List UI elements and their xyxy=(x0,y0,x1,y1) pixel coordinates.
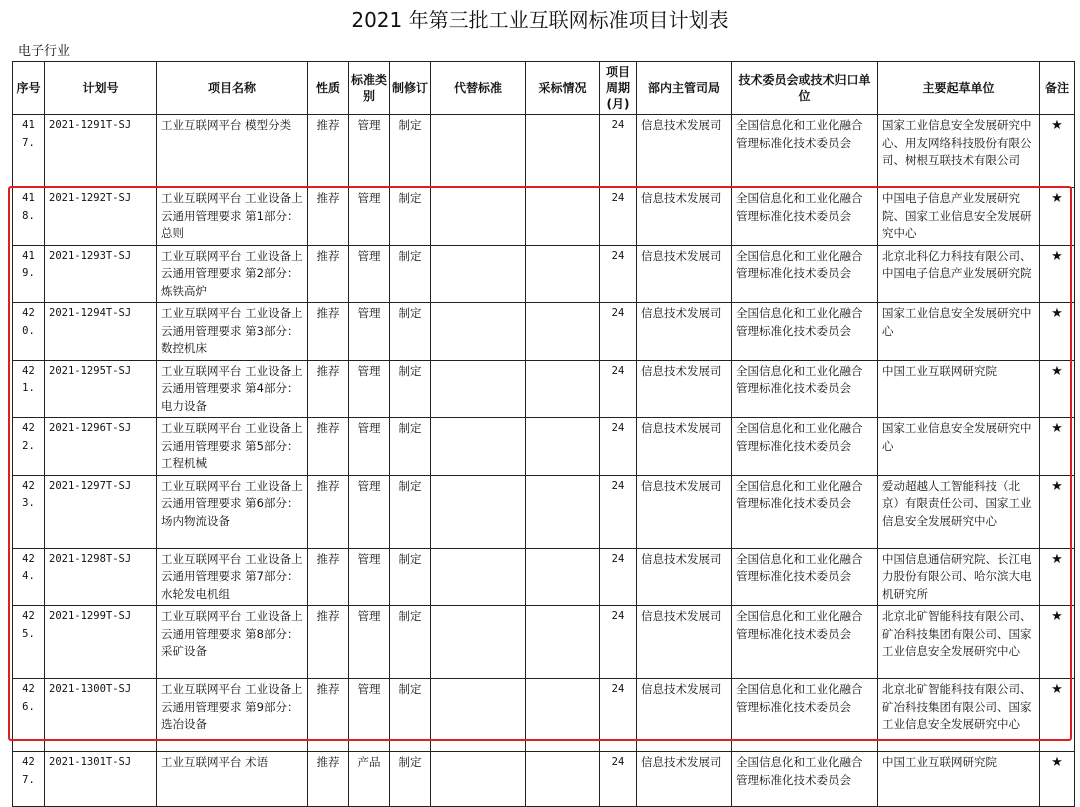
cell-plan-no: 2021-1298T-SJ xyxy=(45,548,157,606)
cell-std-type: 管理 xyxy=(349,475,390,548)
cell-revise: 制定 xyxy=(390,679,431,752)
cell-committee: 全国信息化和工业化融合管理标准化技术委员会 xyxy=(732,679,878,752)
cell-adopt xyxy=(526,115,600,188)
star-icon: ★ xyxy=(1040,679,1075,752)
cell-drafter: 中国工业互联网研究院 xyxy=(878,752,1040,807)
cell-seq: 417. xyxy=(13,115,45,188)
cell-name: 工业互联网平台 工业设备上云通用管理要求 第7部分：水轮发电机组 xyxy=(157,548,308,606)
cell-revise: 制定 xyxy=(390,188,431,246)
cell-revise: 制定 xyxy=(390,475,431,548)
cell-nature: 推荐 xyxy=(308,418,349,476)
header-note: 备注 xyxy=(1040,62,1075,115)
cell-plan-no: 2021-1293T-SJ xyxy=(45,245,157,303)
cell-revise: 制定 xyxy=(390,360,431,418)
cell-std-type: 管理 xyxy=(349,188,390,246)
cell-seq: 425. xyxy=(13,606,45,679)
cell-adopt xyxy=(526,475,600,548)
standards-plan-table xyxy=(12,61,1075,807)
cell-dept: 信息技术发展司 xyxy=(637,606,732,679)
cell-committee: 全国信息化和工业化融合管理标准化技术委员会 xyxy=(732,303,878,361)
header-name: 项目名称 xyxy=(157,62,308,115)
cell-dept: 信息技术发展司 xyxy=(637,303,732,361)
table-row xyxy=(13,245,1075,303)
cell-nature: 推荐 xyxy=(308,115,349,188)
sector-label: 电子行业 xyxy=(18,44,71,59)
table-row xyxy=(13,752,1075,807)
cell-committee: 全国信息化和工业化融合管理标准化技术委员会 xyxy=(732,188,878,246)
header-dept: 部内主管司局 xyxy=(637,62,732,115)
cell-revise: 制定 xyxy=(390,115,431,188)
cell-adopt xyxy=(526,360,600,418)
cell-adopt xyxy=(526,679,600,752)
cell-name: 工业互联网平台 术语 xyxy=(157,752,308,807)
cell-dept: 信息技术发展司 xyxy=(637,115,732,188)
cell-nature: 推荐 xyxy=(308,303,349,361)
cell-committee: 全国信息化和工业化融合管理标准化技术委员会 xyxy=(732,752,878,807)
cell-period: 24 xyxy=(600,475,637,548)
cell-seq: 420. xyxy=(13,303,45,361)
header-seq: 序号 xyxy=(13,62,45,115)
cell-dept: 信息技术发展司 xyxy=(637,548,732,606)
cell-drafter: 北京北矿智能科技有限公司、矿冶科技集团有限公司、国家工业信息安全发展研究中心 xyxy=(878,679,1040,752)
header-revise: 制修订 xyxy=(390,62,431,115)
cell-name: 工业互联网平台 工业设备上云通用管理要求 第1部分：总则 xyxy=(157,188,308,246)
header-period: 项目周期(月) xyxy=(600,62,637,115)
cell-revise: 制定 xyxy=(390,548,431,606)
cell-dept: 信息技术发展司 xyxy=(637,188,732,246)
cell-revise: 制定 xyxy=(390,245,431,303)
cell-seq: 423. xyxy=(13,475,45,548)
cell-seq: 418. xyxy=(13,188,45,246)
star-icon: ★ xyxy=(1040,606,1075,679)
cell-name: 工业互联网平台 模型分类 xyxy=(157,115,308,188)
cell-seq: 424. xyxy=(13,548,45,606)
cell-period: 24 xyxy=(600,418,637,476)
cell-plan-no: 2021-1300T-SJ xyxy=(45,679,157,752)
cell-period: 24 xyxy=(600,548,637,606)
cell-plan-no: 2021-1299T-SJ xyxy=(45,606,157,679)
cell-std-type: 管理 xyxy=(349,115,390,188)
cell-plan-no: 2021-1292T-SJ xyxy=(45,188,157,246)
cell-revise: 制定 xyxy=(390,303,431,361)
cell-drafter: 爱动超越人工智能科技（北京）有限责任公司、国家工业信息安全发展研究中心 xyxy=(878,475,1040,548)
cell-period: 24 xyxy=(600,606,637,679)
cell-adopt xyxy=(526,606,600,679)
cell-std-type: 管理 xyxy=(349,606,390,679)
cell-revise: 制定 xyxy=(390,606,431,679)
cell-replace xyxy=(431,188,526,246)
cell-replace xyxy=(431,475,526,548)
cell-period: 24 xyxy=(600,115,637,188)
table-row xyxy=(13,303,1075,361)
cell-name: 工业互联网平台 工业设备上云通用管理要求 第9部分：选冶设备 xyxy=(157,679,308,752)
cell-adopt xyxy=(526,303,600,361)
cell-dept: 信息技术发展司 xyxy=(637,418,732,476)
cell-std-type: 管理 xyxy=(349,679,390,752)
cell-plan-no: 2021-1295T-SJ xyxy=(45,360,157,418)
star-icon: ★ xyxy=(1040,360,1075,418)
cell-period: 24 xyxy=(600,360,637,418)
cell-std-type: 管理 xyxy=(349,245,390,303)
table-row xyxy=(13,115,1075,188)
star-icon: ★ xyxy=(1040,418,1075,476)
cell-seq: 421. xyxy=(13,360,45,418)
cell-replace xyxy=(431,606,526,679)
cell-replace xyxy=(431,418,526,476)
cell-adopt xyxy=(526,752,600,807)
cell-nature: 推荐 xyxy=(308,679,349,752)
cell-std-type: 产品 xyxy=(349,752,390,807)
cell-name: 工业互联网平台 工业设备上云通用管理要求 第5部分：工程机械 xyxy=(157,418,308,476)
cell-drafter: 国家工业信息安全发展研究中心 xyxy=(878,303,1040,361)
cell-replace xyxy=(431,752,526,807)
cell-plan-no: 2021-1301T-SJ xyxy=(45,752,157,807)
cell-drafter: 北京北矿智能科技有限公司、矿冶科技集团有限公司、国家工业信息安全发展研究中心 xyxy=(878,606,1040,679)
cell-period: 24 xyxy=(600,303,637,361)
cell-name: 工业互联网平台 工业设备上云通用管理要求 第6部分：场内物流设备 xyxy=(157,475,308,548)
cell-dept: 信息技术发展司 xyxy=(637,475,732,548)
cell-dept: 信息技术发展司 xyxy=(637,245,732,303)
star-icon: ★ xyxy=(1040,303,1075,361)
cell-plan-no: 2021-1294T-SJ xyxy=(45,303,157,361)
cell-period: 24 xyxy=(600,752,637,807)
cell-drafter: 国家工业信息安全发展研究中心、用友网络科技股份有限公司、树根互联技术有限公司 xyxy=(878,115,1040,188)
cell-committee: 全国信息化和工业化融合管理标准化技术委员会 xyxy=(732,548,878,606)
cell-dept: 信息技术发展司 xyxy=(637,360,732,418)
cell-replace xyxy=(431,679,526,752)
cell-std-type: 管理 xyxy=(349,418,390,476)
star-icon: ★ xyxy=(1040,752,1075,807)
cell-revise: 制定 xyxy=(390,752,431,807)
table-row xyxy=(13,360,1075,418)
cell-replace xyxy=(431,115,526,188)
cell-dept: 信息技术发展司 xyxy=(637,679,732,752)
cell-name: 工业互联网平台 工业设备上云通用管理要求 第8部分：采矿设备 xyxy=(157,606,308,679)
header-drafter: 主要起草单位 xyxy=(878,62,1040,115)
cell-replace xyxy=(431,548,526,606)
cell-nature: 推荐 xyxy=(308,548,349,606)
cell-plan-no: 2021-1291T-SJ xyxy=(45,115,157,188)
page-title: 2021 年第三批工业互联网标准项目计划表 xyxy=(351,8,729,32)
cell-drafter: 中国信息通信研究院、长江电力股份有限公司、哈尔滨大电机研究所 xyxy=(878,548,1040,606)
cell-nature: 推荐 xyxy=(308,245,349,303)
cell-committee: 全国信息化和工业化融合管理标准化技术委员会 xyxy=(732,475,878,548)
cell-committee: 全国信息化和工业化融合管理标准化技术委员会 xyxy=(732,418,878,476)
cell-adopt xyxy=(526,245,600,303)
header-nature: 性质 xyxy=(308,62,349,115)
cell-std-type: 管理 xyxy=(349,360,390,418)
table-row xyxy=(13,606,1075,679)
table-row xyxy=(13,475,1075,548)
header-replace: 代替标准 xyxy=(431,62,526,115)
header-adopt: 采标情况 xyxy=(526,62,600,115)
cell-plan-no: 2021-1296T-SJ xyxy=(45,418,157,476)
cell-seq: 422. xyxy=(13,418,45,476)
cell-name: 工业互联网平台 工业设备上云通用管理要求 第4部分：电力设备 xyxy=(157,360,308,418)
cell-drafter: 中国工业互联网研究院 xyxy=(878,360,1040,418)
cell-period: 24 xyxy=(600,679,637,752)
header-plan-no: 计划号 xyxy=(45,62,157,115)
cell-seq: 419. xyxy=(13,245,45,303)
header-row xyxy=(13,62,1075,115)
cell-nature: 推荐 xyxy=(308,606,349,679)
cell-nature: 推荐 xyxy=(308,475,349,548)
cell-committee: 全国信息化和工业化融合管理标准化技术委员会 xyxy=(732,245,878,303)
header-committee: 技术委员会或技术归口单位 xyxy=(732,62,878,115)
star-icon: ★ xyxy=(1040,548,1075,606)
cell-committee: 全国信息化和工业化融合管理标准化技术委员会 xyxy=(732,360,878,418)
cell-drafter: 国家工业信息安全发展研究中心 xyxy=(878,418,1040,476)
cell-dept: 信息技术发展司 xyxy=(637,752,732,807)
cell-nature: 推荐 xyxy=(308,188,349,246)
table-row xyxy=(13,548,1075,606)
cell-committee: 全国信息化和工业化融合管理标准化技术委员会 xyxy=(732,606,878,679)
cell-drafter: 中国电子信息产业发展研究院、国家工业信息安全发展研究中心 xyxy=(878,188,1040,246)
cell-seq: 426. xyxy=(13,679,45,752)
table-row xyxy=(13,188,1075,246)
cell-adopt xyxy=(526,188,600,246)
star-icon: ★ xyxy=(1040,115,1075,188)
cell-nature: 推荐 xyxy=(308,360,349,418)
cell-committee: 全国信息化和工业化融合管理标准化技术委员会 xyxy=(732,115,878,188)
cell-adopt xyxy=(526,418,600,476)
cell-replace xyxy=(431,360,526,418)
cell-drafter: 北京北科亿力科技有限公司、中国电子信息产业发展研究院 xyxy=(878,245,1040,303)
cell-name: 工业互联网平台 工业设备上云通用管理要求 第2部分：炼铁高炉 xyxy=(157,245,308,303)
cell-revise: 制定 xyxy=(390,418,431,476)
cell-std-type: 管理 xyxy=(349,303,390,361)
cell-seq: 427. xyxy=(13,752,45,807)
cell-nature: 推荐 xyxy=(308,752,349,807)
cell-period: 24 xyxy=(600,188,637,246)
cell-std-type: 管理 xyxy=(349,548,390,606)
table-row xyxy=(13,679,1075,752)
star-icon: ★ xyxy=(1040,245,1075,303)
table-row xyxy=(13,418,1075,476)
cell-replace xyxy=(431,245,526,303)
cell-adopt xyxy=(526,548,600,606)
star-icon: ★ xyxy=(1040,475,1075,548)
cell-replace xyxy=(431,303,526,361)
header-std-type: 标准类别 xyxy=(349,62,390,115)
cell-name: 工业互联网平台 工业设备上云通用管理要求 第3部分：数控机床 xyxy=(157,303,308,361)
cell-period: 24 xyxy=(600,245,637,303)
cell-plan-no: 2021-1297T-SJ xyxy=(45,475,157,548)
star-icon: ★ xyxy=(1040,188,1075,246)
